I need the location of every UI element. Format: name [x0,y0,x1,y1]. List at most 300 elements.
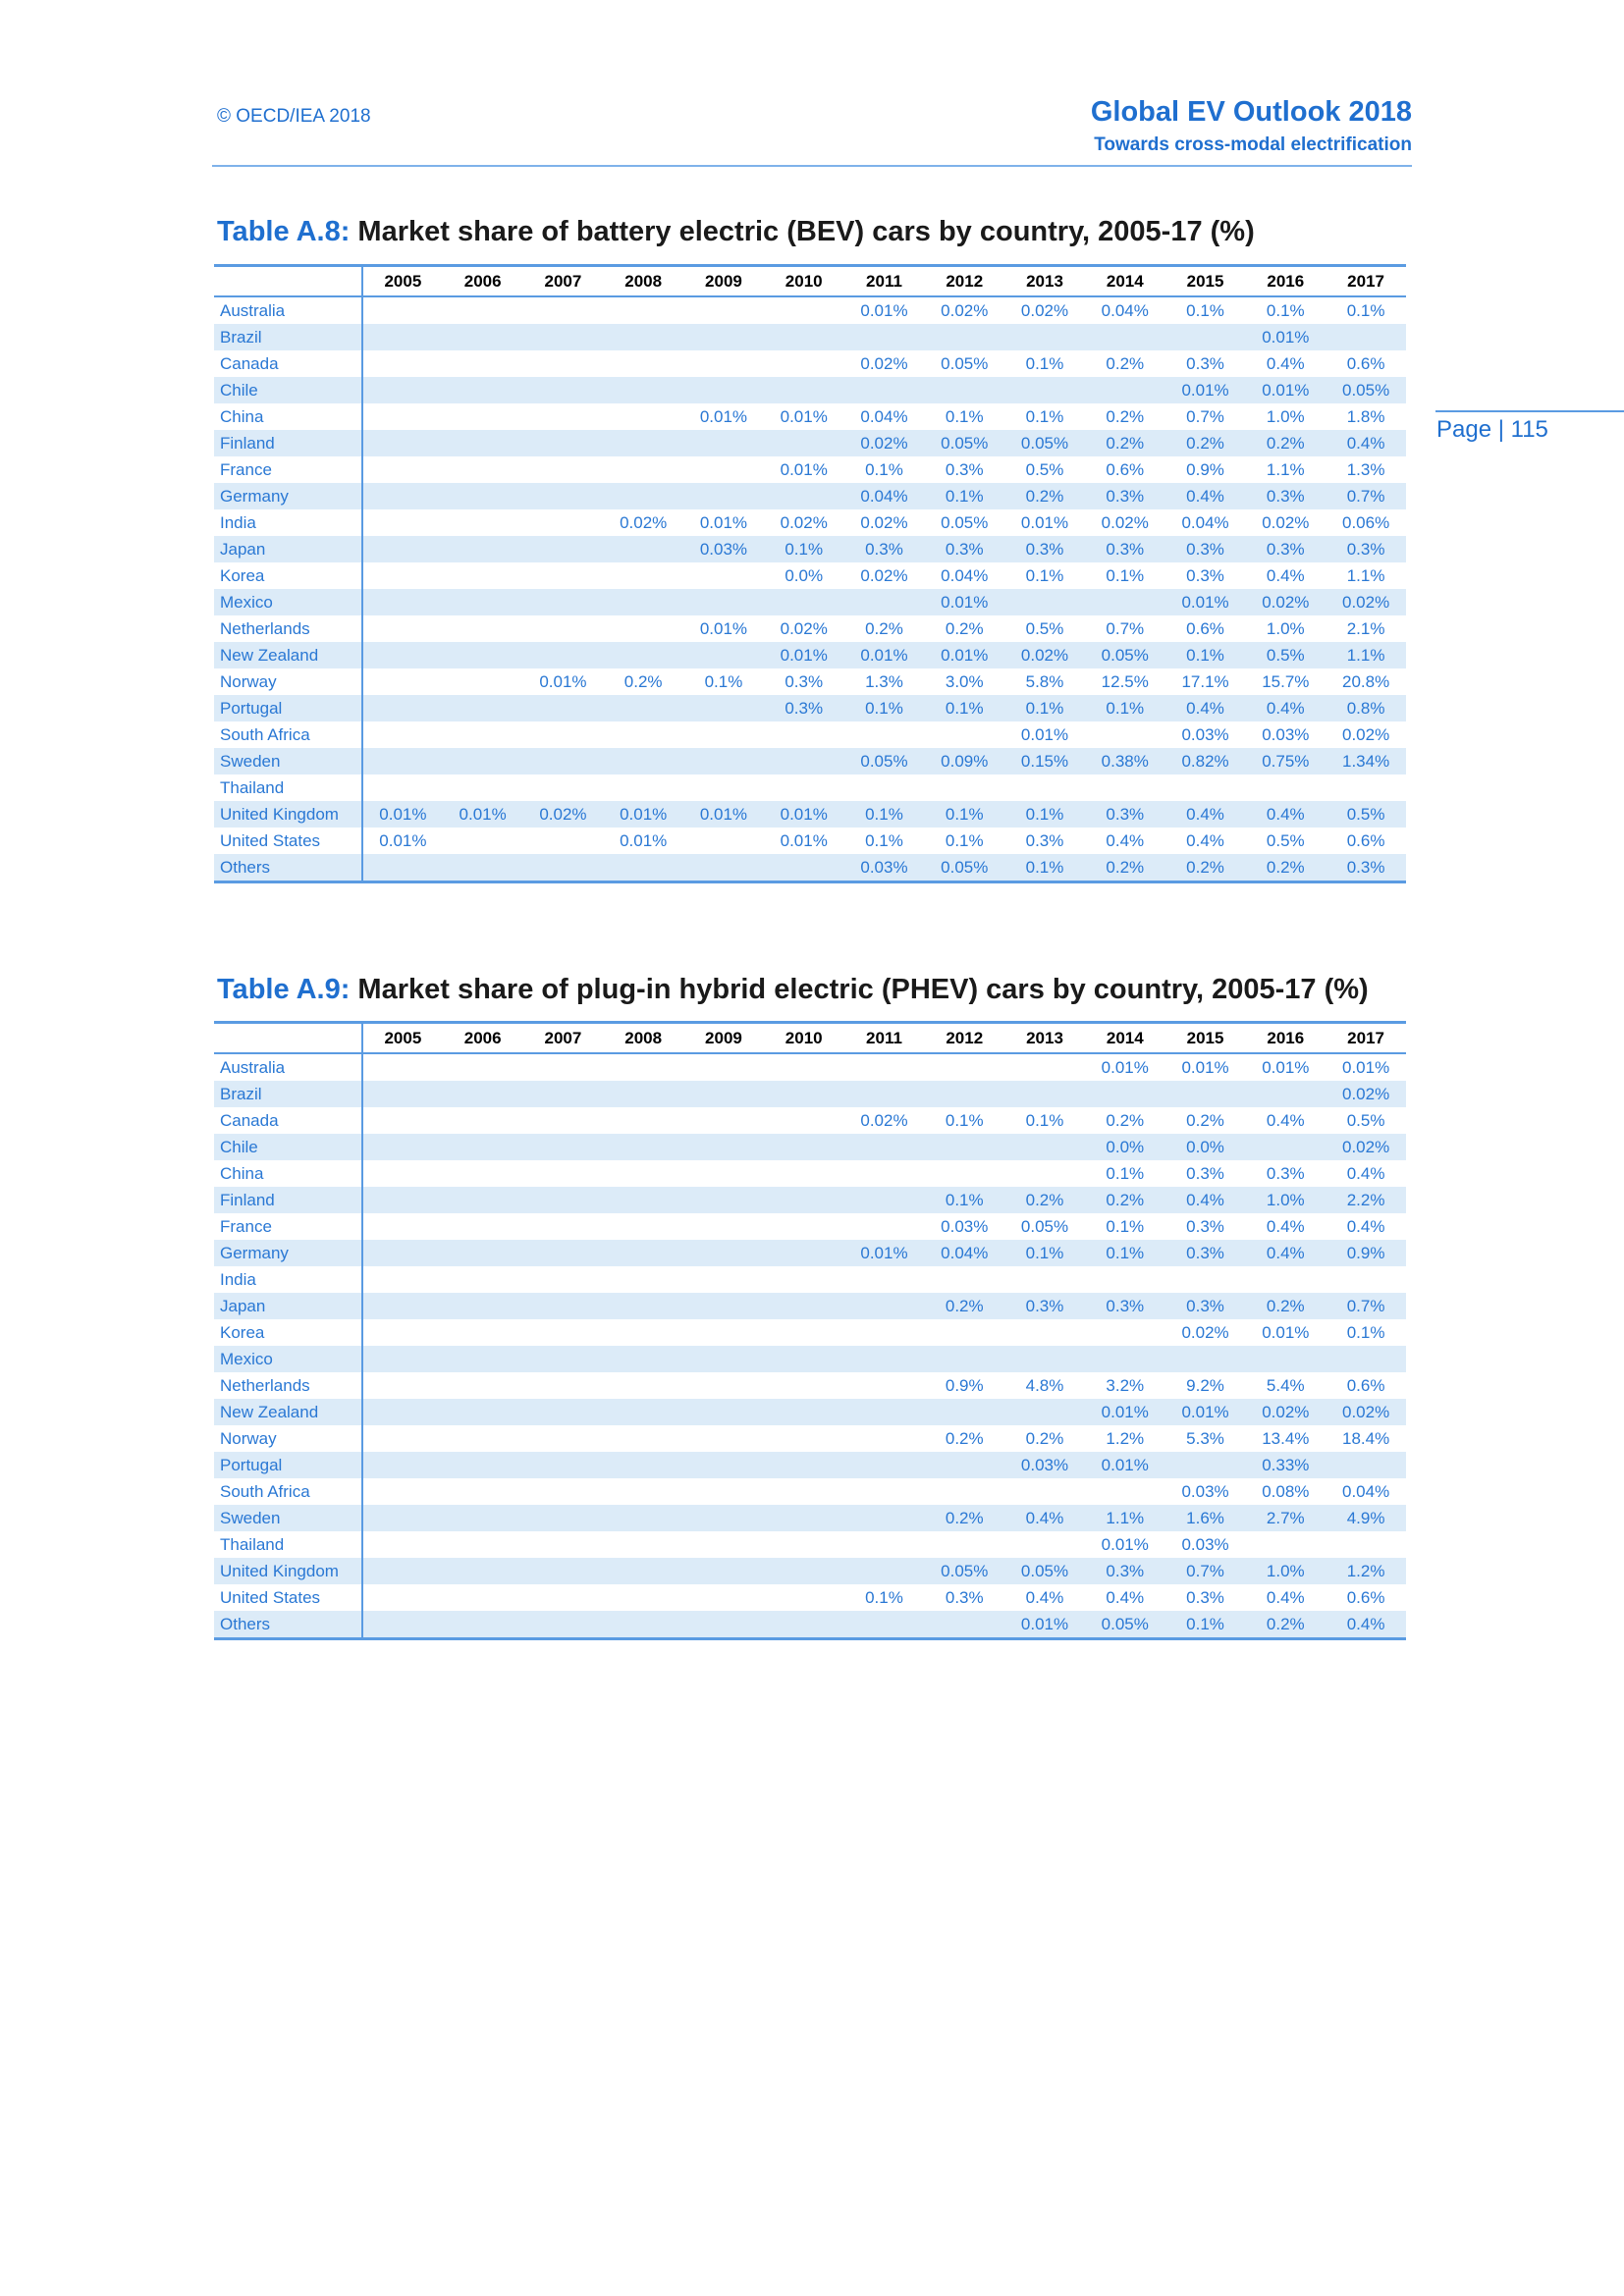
share-cell: 0.33% [1245,1452,1326,1478]
table-row [214,1266,1406,1293]
share-cell [764,1107,844,1134]
share-cell [523,1452,604,1478]
share-cell: 0.3% [924,536,1004,562]
share-cell [523,642,604,668]
share-cell: 0.0% [1085,1134,1165,1160]
share-cell: 0.02% [1004,642,1085,668]
share-cell: 0.01% [699,407,748,426]
header-row [214,267,1406,296]
country-cell: Brazil [214,1081,362,1107]
share-cell [523,1611,604,1637]
share-cell [603,1346,683,1372]
table-row [214,1584,1406,1611]
share-cell [523,1266,604,1293]
share-cell [362,403,443,430]
table-row [214,377,1406,403]
share-cell [443,1425,523,1452]
share-cell: 12.5% [1101,672,1149,691]
share-cell [764,324,844,350]
table-a8-number: Table A.8: [217,216,351,247]
share-cell [764,377,844,403]
share-cell: 1.6% [1165,1505,1246,1531]
country-cell: China [214,1160,362,1187]
share-cell [443,403,523,430]
share-cell [683,483,764,509]
share-cell: 0.02% [1181,1323,1229,1342]
share-cell [523,456,604,483]
share-cell: 0.4% [1106,831,1145,850]
share-cell: 0.02% [1326,589,1406,615]
share-cell: 0.0% [785,566,824,585]
country-cell: Thailand [214,1531,362,1558]
share-cell: 1.34% [1326,748,1406,774]
share-cell [683,589,764,615]
share-cell [764,589,844,615]
year-header: 2012 [924,267,1004,296]
share-cell [603,377,683,403]
share-cell [362,1399,443,1425]
table-row [214,403,1406,430]
share-cell [523,828,604,854]
share-cell: 3.0% [945,672,984,691]
share-cell [603,1319,683,1346]
share-cell [523,721,604,748]
share-cell [1326,324,1406,350]
share-cell [523,1160,604,1187]
share-cell [683,828,764,854]
share-cell [1245,1134,1326,1160]
share-cell [523,509,604,536]
share-cell: 0.1% [1085,695,1165,721]
share-cell: 0.3% [1186,1164,1224,1183]
share-cell [683,1372,764,1399]
share-cell: 0.4% [1245,801,1326,828]
share-cell [603,1425,683,1452]
table-row [214,589,1406,615]
share-cell [603,1558,683,1584]
share-cell [1085,1346,1165,1372]
share-cell [844,1266,925,1293]
table-row [214,1107,1406,1134]
share-cell: 0.7% [1106,619,1145,638]
page-number-divider [1435,410,1624,412]
share-cell [603,1478,683,1505]
country-cell: Finland [214,1187,362,1213]
share-cell [924,721,1004,748]
share-cell: 0.9% [945,1376,984,1395]
share-cell: 0.1% [1025,1111,1064,1130]
share-cell: 0.1% [1004,854,1085,881]
share-cell [523,1425,604,1452]
share-cell: 0.7% [1165,1558,1246,1584]
share-cell: 0.1% [945,831,984,850]
share-cell: 0.1% [924,483,1004,509]
share-cell: 0.2% [1245,1611,1326,1637]
share-cell: 0.2% [1085,854,1165,881]
share-cell: 0.3% [1165,1293,1246,1319]
share-cell: 0.1% [704,672,743,691]
share-cell [764,1531,844,1558]
year-header: 2010 [764,267,844,296]
share-cell: 0.02% [860,513,908,532]
share-cell [603,1611,683,1637]
share-cell: 0.4% [1326,1611,1406,1637]
share-cell [764,1266,844,1293]
share-cell: 0.3% [945,1588,984,1607]
share-cell: 0.1% [945,407,984,426]
share-cell [362,1081,443,1107]
share-cell: 0.02% [844,430,925,456]
share-cell: 0.2% [1245,854,1326,881]
share-cell: 0.01% [1181,1058,1229,1077]
country-cell: United States [214,828,362,854]
share-cell: 0.04% [924,1240,1004,1266]
corner-cell [214,267,362,296]
table-row [214,774,1406,801]
share-cell: 0.4% [1186,831,1224,850]
share-cell: 0.1% [1106,1217,1145,1236]
share-cell: 0.82% [1165,748,1246,774]
share-cell [443,1558,523,1584]
share-cell: 0.05% [1326,377,1406,403]
share-cell [603,350,683,377]
share-cell [1004,1531,1085,1558]
share-cell: 1.1% [1326,642,1406,668]
share-cell: 0.4% [1346,1217,1385,1236]
share-cell: 0.01% [683,801,764,828]
share-cell [844,1558,925,1584]
year-header: 2015 [1165,1024,1246,1053]
share-cell: 0.1% [1346,301,1385,320]
share-cell [362,430,443,456]
share-cell: 20.8% [1341,672,1390,691]
share-cell: 1.0% [1266,407,1305,426]
table-row [214,1478,1406,1505]
table-row [214,483,1406,509]
share-cell [523,1319,604,1346]
share-cell [683,296,764,324]
share-cell: 0.4% [1025,1588,1064,1607]
share-cell [764,1478,844,1505]
country-cell: Germany [214,1240,362,1266]
share-cell [362,1558,443,1584]
share-cell [603,1584,683,1611]
share-cell: 15.7% [1262,672,1310,691]
share-cell: 0.1% [1004,801,1085,828]
share-cell: 0.04% [941,566,989,585]
share-cell [844,1293,925,1319]
share-cell: 0.1% [865,1588,903,1607]
year-header: 2013 [1004,267,1085,296]
share-cell: 0.1% [1025,354,1064,373]
share-cell [683,1346,764,1372]
share-cell: 0.3% [1165,536,1246,562]
share-cell [924,1611,1004,1637]
share-cell [523,324,604,350]
share-cell [1004,1266,1085,1293]
share-cell [443,854,523,881]
share-cell [362,642,443,668]
share-cell: 0.3% [1186,1217,1224,1236]
share-cell: 0.01% [1004,1611,1085,1637]
table-row [214,1611,1406,1637]
share-cell: 1.2% [1106,1429,1145,1448]
share-cell [844,377,925,403]
table-a9-grid [214,1024,1406,1637]
share-cell [844,1160,925,1187]
share-cell [443,1452,523,1478]
share-cell [443,296,523,324]
share-cell: 0.08% [1262,1482,1310,1501]
share-cell: 0.02% [1020,301,1069,320]
share-cell: 0.2% [1106,354,1145,373]
year-header: 2008 [603,1024,683,1053]
share-cell [764,1611,844,1637]
share-cell: 0.5% [1245,642,1326,668]
share-cell: 0.3% [945,460,984,479]
share-cell [523,1293,604,1319]
year-header: 2015 [1165,267,1246,296]
country-cell: South Africa [214,721,362,748]
corner-cell [214,1024,362,1053]
share-cell [523,1478,604,1505]
share-cell: 0.02% [1326,1081,1406,1107]
table-row [214,748,1406,774]
share-cell: 0.3% [1326,536,1406,562]
share-cell: 0.01% [1341,1058,1390,1077]
share-cell: 0.02% [860,1111,908,1130]
year-header: 2016 [1245,1024,1326,1053]
table-row [214,536,1406,562]
share-cell [764,1558,844,1584]
share-cell: 0.3% [1004,536,1085,562]
share-cell: 0.3% [1085,483,1165,509]
share-cell [1326,1531,1406,1558]
share-cell [443,1372,523,1399]
report-header [1091,96,1412,156]
table-row [214,828,1406,854]
table-row [214,1452,1406,1478]
share-cell [683,1478,764,1505]
share-cell [764,296,844,324]
share-cell: 0.02% [941,301,989,320]
country-cell: China [214,403,362,430]
share-cell: 0.01% [844,642,925,668]
share-cell: 0.1% [924,801,1004,828]
share-cell [844,1478,925,1505]
share-cell: 0.4% [1165,801,1246,828]
share-cell: 0.3% [1186,354,1224,373]
share-cell: 0.2% [1245,430,1326,456]
share-cell [362,562,443,589]
share-cell [924,1081,1004,1107]
share-cell [523,1584,604,1611]
share-cell: 0.4% [1165,483,1246,509]
share-cell [764,854,844,881]
share-cell [523,1187,604,1213]
share-cell: 0.06% [1341,513,1390,532]
table-a9-caption: Market share of plug-in hybrid electric (PHEV) cars by country, 2005-17 (%) [357,974,1369,1005]
share-cell: 0.6% [1186,619,1224,638]
share-cell: 0.01% [1165,589,1246,615]
share-cell [443,695,523,721]
table-row [214,1531,1406,1558]
share-cell: 0.7% [1186,407,1224,426]
share-cell: 0.02% [860,354,908,373]
share-cell [603,324,683,350]
share-cell: 0.3% [764,695,844,721]
share-cell [362,1319,443,1346]
share-cell [844,1053,925,1081]
share-cell [924,377,1004,403]
share-cell: 0.05% [1004,430,1085,456]
share-cell: 0.04% [1181,513,1229,532]
share-cell: 0.01% [1262,1058,1310,1077]
share-cell [1165,1266,1246,1293]
share-cell: 0.01% [1262,1323,1310,1342]
share-cell: 0.2% [945,1429,984,1448]
country-cell: Canada [214,1107,362,1134]
share-cell [1004,1319,1085,1346]
table-a9-title [217,974,1369,1006]
share-cell: 0.2% [1165,430,1246,456]
share-cell: 0.1% [764,536,844,562]
share-cell: 0.04% [844,483,925,509]
year-header: 2011 [844,267,925,296]
country-cell: New Zealand [214,1399,362,1425]
share-cell: 1.0% [1245,1558,1326,1584]
share-cell: 0.7% [1326,483,1406,509]
share-cell [1326,774,1406,801]
share-cell [603,1213,683,1240]
share-cell: 5.4% [1266,1376,1305,1395]
share-cell: 0.05% [844,748,925,774]
table-row [214,721,1406,748]
share-cell: 0.4% [1245,1240,1326,1266]
table-row [214,854,1406,881]
share-cell [443,1478,523,1505]
share-cell: 1.3% [865,672,903,691]
share-cell [683,1134,764,1160]
share-cell [443,1160,523,1187]
share-cell: 0.01% [699,513,748,532]
share-cell [924,1160,1004,1187]
share-cell: 0.3% [1085,1558,1165,1584]
share-cell [443,1187,523,1213]
share-cell: 0.02% [780,513,828,532]
share-cell: 0.3% [1085,1293,1165,1319]
share-cell [362,589,443,615]
country-cell: Netherlands [214,615,362,642]
share-cell: 0.01% [764,801,844,828]
share-cell [523,1505,604,1531]
table-a8 [214,264,1406,883]
share-cell [1245,1531,1326,1558]
share-cell [443,1346,523,1372]
share-cell [683,1319,764,1346]
share-cell [603,1134,683,1160]
share-cell [603,1531,683,1558]
share-cell: 0.02% [1341,725,1390,744]
share-cell [683,1240,764,1266]
share-cell: 0.38% [1085,748,1165,774]
share-cell: 0.03% [844,854,925,881]
share-cell: 0.01% [1085,1452,1165,1478]
share-cell: 0.4% [1266,566,1305,585]
share-cell [844,1319,925,1346]
share-cell: 0.01% [924,642,1004,668]
share-cell: 0.3% [1025,831,1064,850]
share-cell: 0.4% [1266,1111,1305,1130]
share-cell: 0.2% [945,619,984,638]
share-cell: 5.8% [1025,672,1064,691]
share-cell [924,774,1004,801]
share-cell [523,1346,604,1372]
share-cell: 0.02% [1326,1134,1406,1160]
table-row [214,350,1406,377]
share-cell: 0.01% [764,642,844,668]
share-cell [764,1053,844,1081]
share-cell [523,615,604,642]
share-cell [443,589,523,615]
country-cell: Japan [214,1293,362,1319]
share-cell [603,1240,683,1266]
share-cell: 0.01% [1101,1535,1149,1554]
share-cell [362,1425,443,1452]
share-cell [523,695,604,721]
share-cell [603,1053,683,1081]
year-header: 2012 [924,1024,1004,1053]
share-cell: 0.1% [1266,301,1305,320]
share-cell [362,1053,443,1081]
country-cell: Mexico [214,589,362,615]
share-cell: 0.2% [1245,1293,1326,1319]
share-cell [1085,1081,1165,1107]
share-cell [362,1611,443,1637]
share-cell: 0.1% [1165,642,1246,668]
share-cell: 0.6% [1346,1376,1385,1395]
share-cell: 2.7% [1245,1505,1326,1531]
share-cell [443,642,523,668]
table-row [214,1505,1406,1531]
share-cell: 0.3% [1266,1164,1305,1183]
share-cell [443,1611,523,1637]
share-cell [603,430,683,456]
country-cell: Portugal [214,695,362,721]
share-cell [683,1053,764,1081]
share-cell [603,456,683,483]
table-row [214,1558,1406,1584]
share-cell: 0.1% [1106,566,1145,585]
share-cell: 0.2% [1085,1187,1165,1213]
table-row [214,1293,1406,1319]
share-cell [523,483,604,509]
share-cell: 0.04% [1101,301,1149,320]
share-cell [443,456,523,483]
year-header: 2005 [362,1024,443,1053]
share-cell [523,854,604,881]
share-cell: 1.0% [1266,619,1305,638]
share-cell: 0.1% [1165,1611,1246,1637]
share-cell [683,324,764,350]
share-cell [603,615,683,642]
share-cell [1245,1081,1326,1107]
share-cell [603,1293,683,1319]
share-cell [362,615,443,642]
share-cell [443,377,523,403]
share-cell: 0.4% [1165,695,1246,721]
share-cell: 0.2% [1004,483,1085,509]
